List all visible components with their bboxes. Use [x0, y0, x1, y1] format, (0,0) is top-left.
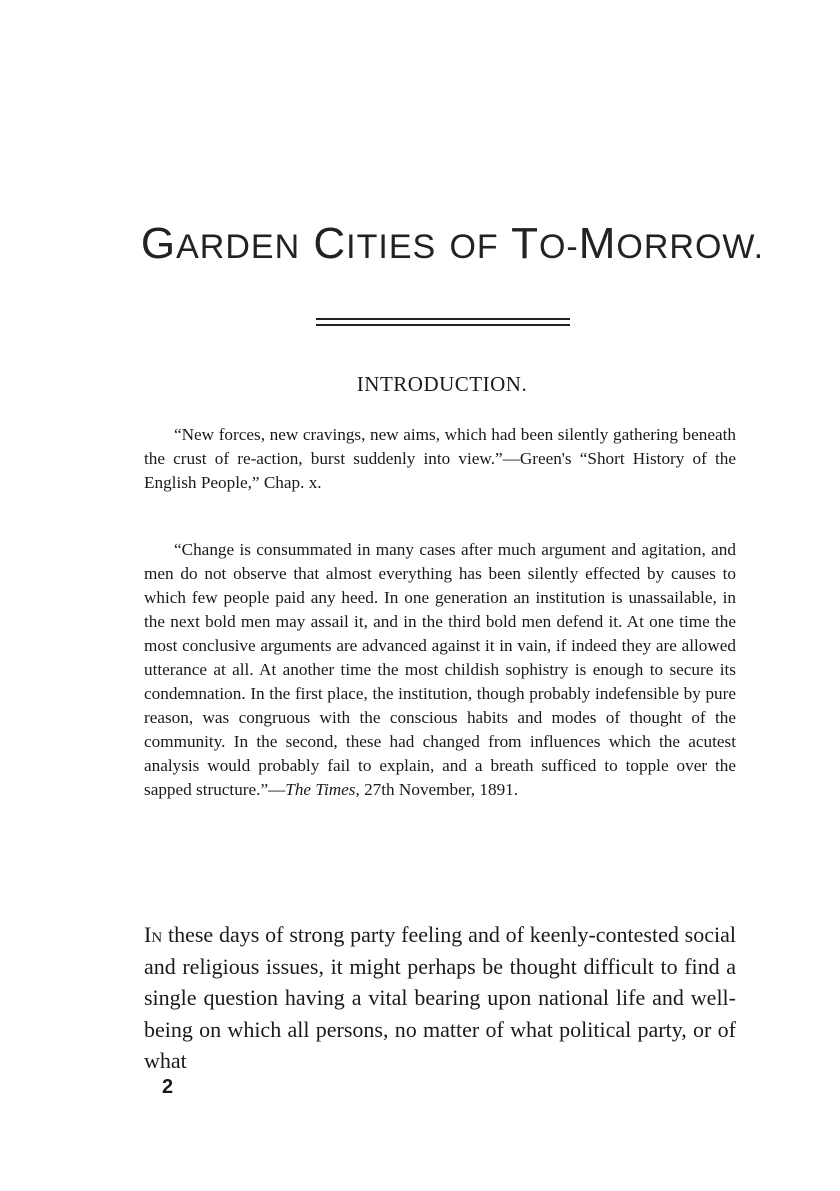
title-rule-bottom: [316, 324, 570, 326]
title-word-1: GARDEN: [140, 219, 301, 268]
epigraph-times-source: The Times: [285, 780, 356, 799]
main-paragraph-lead: In: [144, 922, 163, 947]
section-heading: INTRODUCTION.: [356, 372, 528, 396]
main-paragraph-text: these days of strong party feeling and of keenly-contested social and religious issues, it might perhaps be thought difficult to find a single question having a vital bearing upon national life and well-being on which all persons, no matter of what political party, or of what: [144, 922, 736, 1073]
title-rule-top: [316, 318, 570, 320]
epigraph-times-text: “Change is consummated in many cases after much argument and agitation, and men do not observe that almost everything has been silently effected by causes to which few people paid any heed. In one generation an institution is unassailable, in the next bold men may assail it, and in the third bold men defend it. At one time the most conclusive arguments are advanced against it in vain, if indeed they are allowed utterance at all. At another time the most childish sophistry is enough to secure its condemnation. In the first place, the institution, though probably indefensible by pure reason, was congruous with the conscious habits and modes of thought of the community. In the second, these had changed from influences which the acutest analysis would probably fail to explain, and a breath sufficed to topple over the sapped structure.”—: [144, 540, 736, 799]
title-word-4: TO-MORROW.: [511, 219, 765, 268]
title-word-3: OF: [449, 228, 499, 266]
epigraph-times-date: , 27th November, 1891.: [355, 780, 519, 799]
page-number: 2: [162, 1076, 174, 1098]
epigraph-times: [144, 538, 736, 802]
main-paragraph: [144, 919, 736, 1077]
epigraph-green: “New forces, new cravings, new aims, which had been silently gathering beneath the crust of re-action, burst suddenly into view.”—Green's “Short History of the English People,” Chap. x.: [144, 425, 736, 492]
title-word-2: CITIES: [313, 219, 437, 268]
book-title: [0, 219, 840, 268]
